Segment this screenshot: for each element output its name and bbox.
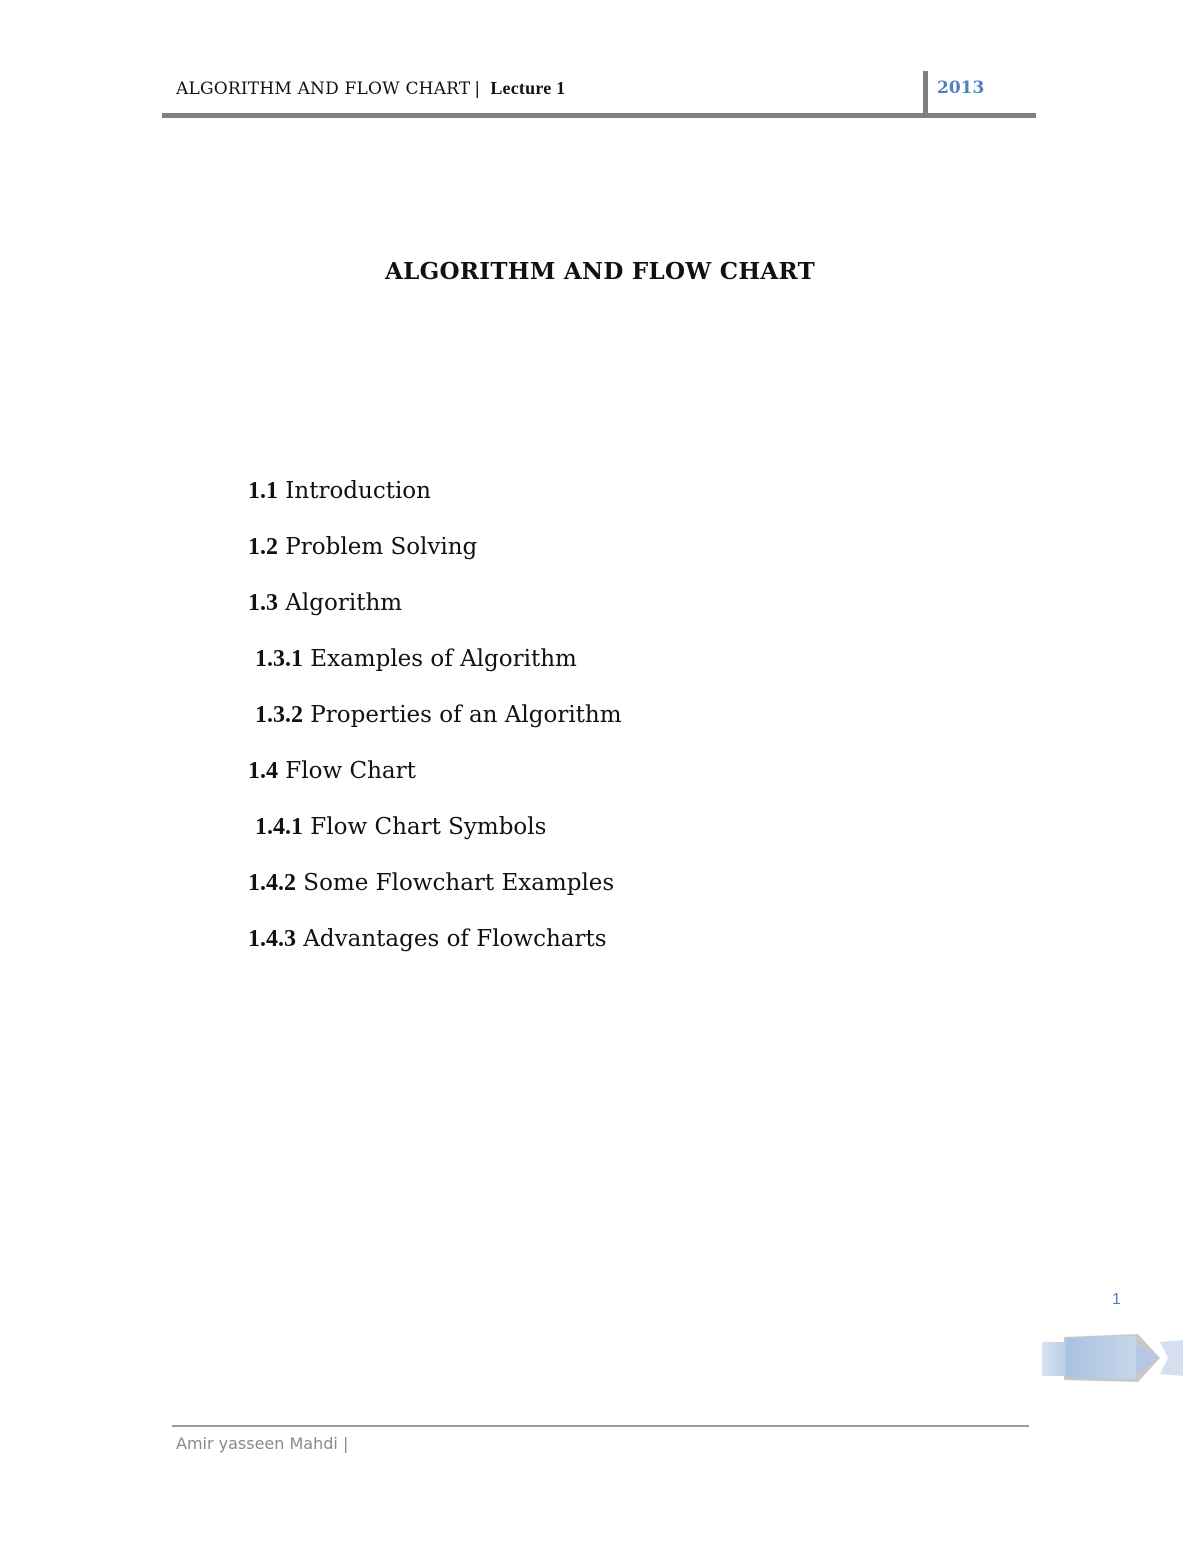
header-separator: | (474, 79, 481, 99)
toc-item-number: 1.3.1 (255, 646, 303, 672)
page-number: 1 (1112, 1291, 1121, 1308)
document-title: ALGORITHM AND FLOW CHART (385, 258, 815, 285)
toc-item-number: 1.4.3 (248, 926, 296, 952)
ribbon-center-shape (1066, 1336, 1136, 1379)
ribbon-tail-shape (1160, 1340, 1183, 1376)
toc-item (248, 534, 622, 590)
header-vertical-divider (923, 71, 928, 117)
toc-item-number: 1.4.2 (248, 870, 296, 896)
header-title: ALGORITHM AND FLOW CHART (176, 79, 471, 99)
toc-item (248, 702, 622, 758)
footer-rule (172, 1425, 1029, 1427)
toc-item-text: Examples of Algorithm (303, 646, 577, 672)
toc-item (248, 478, 622, 534)
toc-item-number: 1.2 (248, 534, 278, 560)
toc-item-text: Problem Solving (278, 534, 478, 560)
toc-item-number: 1.1 (248, 478, 278, 504)
page-ribbon-decoration (1040, 1334, 1185, 1382)
toc-item-text: Algorithm (278, 590, 403, 616)
toc-item-number: 1.4.1 (255, 814, 303, 840)
header-lecture: Lecture 1 (490, 78, 566, 98)
running-header (176, 78, 565, 99)
toc-item (248, 590, 622, 646)
toc-item (248, 926, 622, 982)
toc-item-text: Properties of an Algorithm (303, 702, 622, 728)
ribbon-left-shape (1042, 1342, 1066, 1376)
header-year: 2013 (937, 78, 985, 98)
toc-item (248, 870, 622, 926)
toc-item (248, 646, 622, 702)
toc-item-text: Flow Chart (278, 758, 416, 784)
toc-item (248, 758, 622, 814)
footer-author: Amir yasseen Mahdi | (176, 1434, 349, 1453)
toc-item (248, 814, 622, 870)
toc-item-text: Introduction (278, 478, 431, 504)
toc-item-text: Flow Chart Symbols (303, 814, 547, 840)
toc-item-number: 1.3 (248, 590, 278, 616)
toc-item-text: Some Flowchart Examples (296, 870, 615, 896)
toc-item-text: Advantages of Flowcharts (296, 926, 607, 952)
header-rule (162, 113, 1036, 118)
table-of-contents (248, 478, 622, 982)
toc-item-number: 1.3.2 (255, 702, 303, 728)
toc-item-number: 1.4 (248, 758, 278, 784)
